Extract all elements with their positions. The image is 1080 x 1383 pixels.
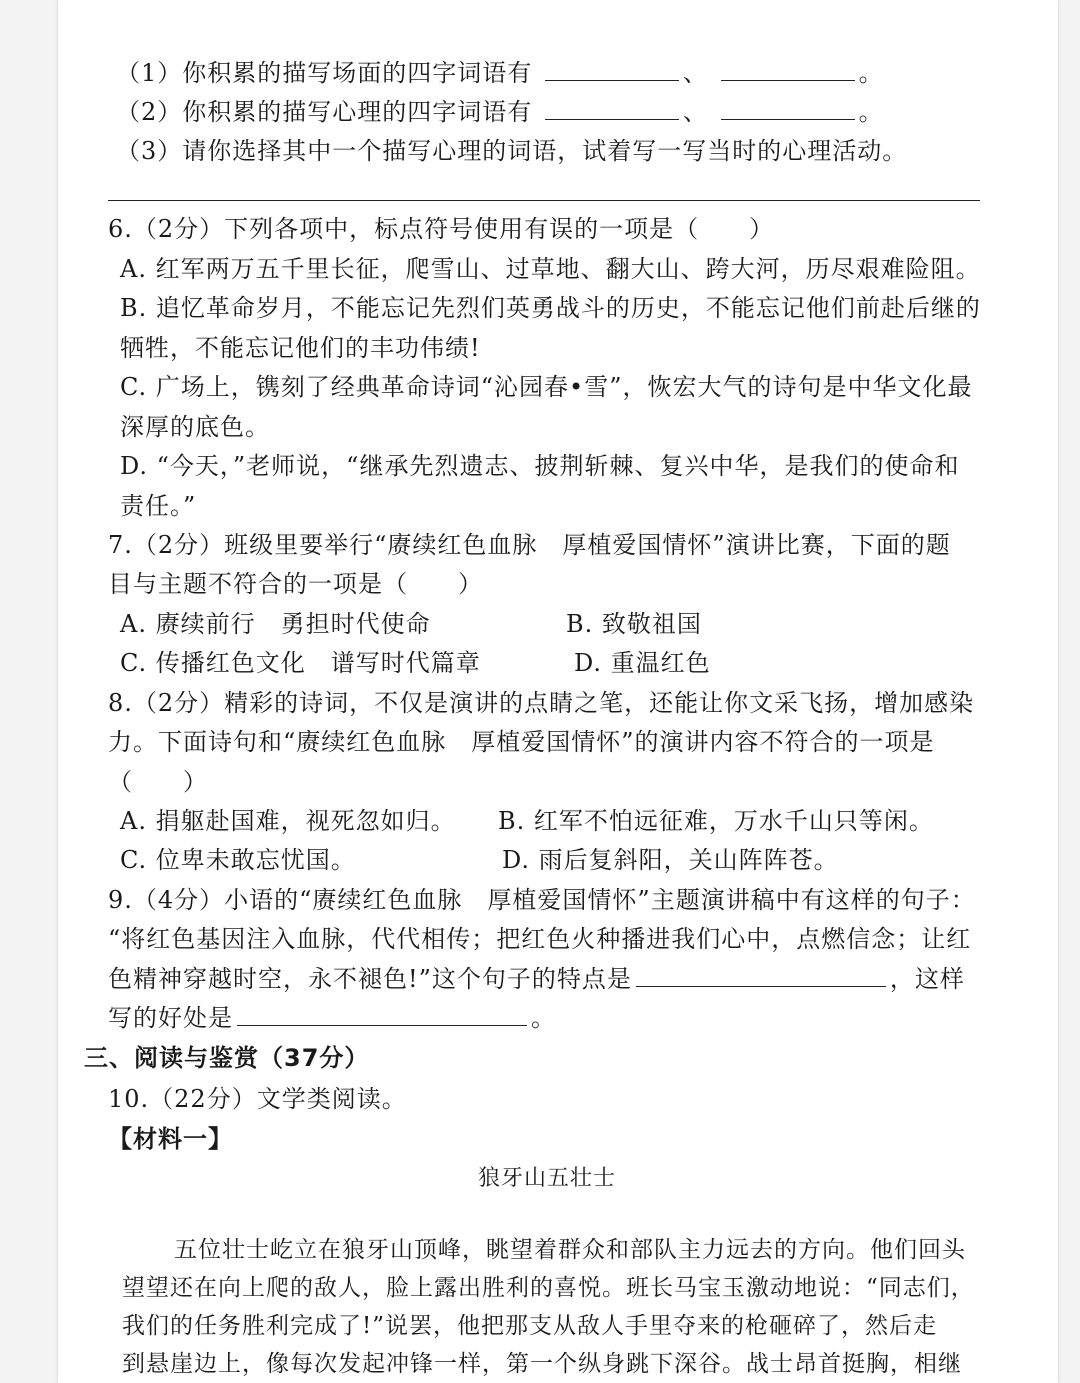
q6-option-a: A. 红军两万五千里长征，爬雪山、过草地、翻大山、跨大河，历尽艰难险阻。 (120, 255, 981, 283)
q7-stem: 7.（2分）班级里要举行“赓续红色血脉 厚植爱国情怀”演讲比赛，下面的题 (108, 531, 951, 559)
q5-item-1: （1）你积累的描写场面的四字词语有 、 。 (116, 59, 884, 87)
q5-item-3: （3）请你选择其中一个描写心理的词语，试着写一写当时的心理活动。 (116, 137, 908, 165)
q8-option-b: B. 红军不怕远征难，万水千山只等闲。 (498, 807, 934, 835)
q8-answer-paren: （ ） (108, 768, 208, 796)
q6-option-b-cont: 牺牲，不能忘记他们的丰功伟绩! (120, 334, 481, 362)
q6-option-c: C. 广场上，镌刻了经典革命诗词“沁园春•雪”，恢宏大气的诗句是中华文化最 (120, 373, 973, 401)
q6-option-c-cont: 深厚的底色。 (120, 413, 270, 441)
q6-option-d: D. “今天，”老师说，“继承先烈遗志、披荆斩棘、复兴中华，是我们的使命和 (120, 452, 960, 480)
answer-line[interactable] (108, 200, 980, 201)
q8-stem-cont: 力。下面诗句和“赓续红色血脉 厚植爱国情怀”的演讲内容不符合的一项是 (108, 728, 935, 756)
q8-option-d: D. 雨后复斜阳，关山阵阵苍。 (502, 846, 839, 874)
q7-stem-cont: 目与主题不符合的一项是（ ） (108, 570, 483, 598)
q9-question-2: 写的好处是 。 (108, 1004, 556, 1032)
answer-blank[interactable] (545, 97, 679, 120)
q9-stem: 9.（4分）小语的“赓续红色血脉 厚植爱国情怀”主题演讲稿中有这样的句子： (108, 886, 976, 914)
q7-option-a: A. 赓续前行 勇担时代使命 (120, 610, 431, 638)
answer-blank[interactable] (237, 1003, 527, 1026)
q8-option-c: C. 位卑未敢忘忧国。 (120, 846, 356, 874)
q7-option-c: C. 传播红色文化 谱写时代篇章 (120, 649, 481, 677)
exam-page (58, 0, 1058, 1383)
q9-question-1: 色精神穿越时空，永不褪色!”这个句子的特点是 ，这样 (108, 965, 965, 993)
q9-quote: “将红色基因注入血脉，代代相传；把红色火种播进我们心中，点燃信念；让红 (108, 925, 972, 953)
q5-item-1-text: （1）你积累的描写场面的四字词语有 (116, 59, 533, 87)
q6-option-d-cont: 责任。” (120, 492, 197, 520)
passage-line: 我们的任务胜利完成了!”说罢，他把那支从敌人手里夺来的枪砸碎了，然后走 (122, 1313, 938, 1339)
answer-blank[interactable] (636, 964, 886, 987)
q6-stem: 6.（2分）下列各项中，标点符号使用有误的一项是（ ） (108, 215, 775, 243)
q7-option-d: D. 重温红色 (574, 649, 711, 677)
material-label: 【材料一】 (108, 1125, 233, 1153)
passage-line: 到悬崖边上，像每次发起冲锋一样，第一个纵身跳下深谷。战士昂首挺胸，相继 (122, 1351, 962, 1377)
q7-option-b: B. 致敬祖国 (566, 610, 702, 638)
q10-stem: 10.（22分）文学类阅读。 (108, 1085, 407, 1113)
section-heading: 三、阅读与鉴赏（37分） (84, 1044, 370, 1072)
answer-blank[interactable] (721, 97, 855, 120)
q5-item-2: （2）你积累的描写心理的四字词语有 、 。 (116, 98, 884, 126)
q8-option-a: A. 捐躯赴国难，视死忽如归。 (120, 807, 456, 835)
answer-blank[interactable] (721, 58, 855, 81)
passage-title: 狼牙山五壮士 (478, 1166, 617, 1191)
q6-option-b: B. 追忆革命岁月，不能忘记先烈们英勇战斗的历史，不能忘记他们前赴后继的 (120, 294, 981, 322)
passage-line: 望望还在向上爬的敌人，脸上露出胜利的喜悦。班长马宝玉激动地说：“同志们， (122, 1275, 975, 1301)
q5-item-2-text: （2）你积累的描写心理的四字词语有 (116, 98, 533, 126)
passage-line: 五位壮士屹立在狼牙山顶峰，眺望着群众和部队主力远去的方向。他们回头 (174, 1237, 966, 1263)
q8-stem: 8.（2分）精彩的诗词，不仅是演讲的点睛之笔，还能让你文采飞扬，增加感染 (108, 689, 975, 717)
answer-blank[interactable] (545, 58, 679, 81)
